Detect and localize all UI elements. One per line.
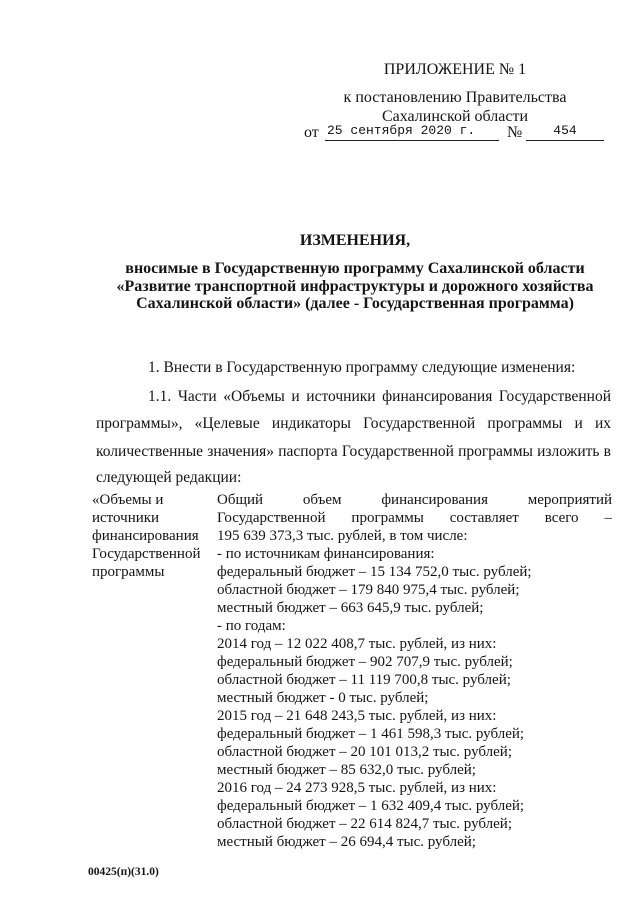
year-2015-regional: областной бюджет – 20 101 013,2 тыс. рублей; bbox=[217, 744, 512, 760]
document-subtitle bbox=[100, 260, 610, 313]
number-prefix: № bbox=[507, 124, 523, 141]
year-2015-local: местный бюджет – 85 632,0 тыс. рублей; bbox=[217, 762, 476, 778]
resolution-line: к постановлению Правительства bbox=[343, 89, 567, 106]
item-1-text: 1. Внести в Государственную программу следующие изменения: bbox=[148, 359, 576, 376]
item-1-1-line: 1.1. Части «Объемы и источники финансирования Государственной bbox=[148, 388, 611, 405]
by-year-heading: - по годам: bbox=[217, 618, 286, 634]
funding-total-line: Государственной программы составляет всего – bbox=[217, 510, 612, 526]
regional-budget-line: областной бюджет – 179 840 975,4 тыс. рублей; bbox=[217, 582, 520, 598]
funding-total-line: Общий объем финансирования мероприятий bbox=[217, 492, 612, 508]
year-2016-local: местный бюджет – 26 694,4 тыс. рублей; bbox=[217, 834, 476, 850]
item-1-1-line: количественные значения» паспорта Государственной программы изложить в bbox=[96, 443, 611, 460]
subtitle-line: Сахалинской области» (далее - Государственная программа) bbox=[136, 295, 574, 312]
passport-label-line: Государственной bbox=[92, 546, 201, 562]
subtitle-line: вносимые в Государственную программу Сахалинской области bbox=[125, 260, 585, 277]
passport-label-line: источники bbox=[92, 510, 160, 526]
appendix-title: ПРИЛОЖЕНИЕ № 1 bbox=[383, 61, 527, 78]
document-heading: ИЗМЕНЕНИЯ, bbox=[299, 232, 411, 249]
year-2014-federal: федеральный бюджет – 902 707,9 тыс. рублей; bbox=[217, 654, 513, 670]
year-2014-regional: областной бюджет – 11 119 700,8 тыс. рублей; bbox=[217, 672, 511, 688]
year-2015-federal: федеральный бюджет – 1 461 598,3 тыс. рублей; bbox=[217, 726, 525, 742]
resolution-number: 454 bbox=[526, 122, 604, 141]
federal-budget-line: федеральный бюджет – 15 134 752,0 тыс. рублей; bbox=[217, 564, 532, 580]
by-source-heading: - по источникам финансирования: bbox=[217, 546, 435, 562]
year-2014-local: местный бюджет - 0 тыс. рублей; bbox=[217, 690, 429, 706]
item-1-1-line: следующей редакции: bbox=[96, 469, 242, 486]
document-heading-block bbox=[100, 231, 610, 250]
passport-label-line: финансирования bbox=[92, 528, 199, 544]
funding-total-amount: 195 639 373,3 тыс. рублей, в том числе: bbox=[217, 528, 468, 544]
year-2015-total: 2015 год – 21 648 243,5 тыс. рублей, из них: bbox=[217, 708, 497, 724]
item-1-1-line: программы», «Целевые индикаторы Государственной программы и их bbox=[96, 415, 611, 432]
passport-content-column bbox=[217, 491, 612, 851]
resolution-line: Сахалинской области bbox=[381, 108, 529, 125]
date-prefix: от bbox=[304, 124, 319, 141]
passport-label-line: программы bbox=[92, 564, 165, 580]
appendix-title-block bbox=[330, 60, 580, 79]
document-code: 00425(п)(31.0) bbox=[88, 866, 159, 878]
year-2016-federal: федеральный бюджет – 1 632 409,4 тыс. рублей; bbox=[217, 798, 525, 814]
passport-label-line: «Объемы и bbox=[92, 492, 164, 508]
subtitle-line: «Развитие транспортной инфраструктуры и дорожного хозяйства bbox=[116, 277, 594, 295]
year-2014-total: 2014 год – 12 022 408,7 тыс. рублей, из них: bbox=[217, 636, 497, 652]
year-2016-regional: областной бюджет – 22 614 824,7 тыс. рублей; bbox=[217, 816, 512, 832]
local-budget-line: местный бюджет – 663 645,9 тыс. рублей; bbox=[217, 600, 484, 616]
resolution-reference bbox=[330, 88, 580, 126]
year-2016-total: 2016 год – 24 273 928,5 тыс. рублей, из них: bbox=[217, 780, 497, 796]
resolution-date: 25 сентября 2020 г. bbox=[325, 122, 499, 141]
passport-label-column bbox=[92, 491, 214, 581]
